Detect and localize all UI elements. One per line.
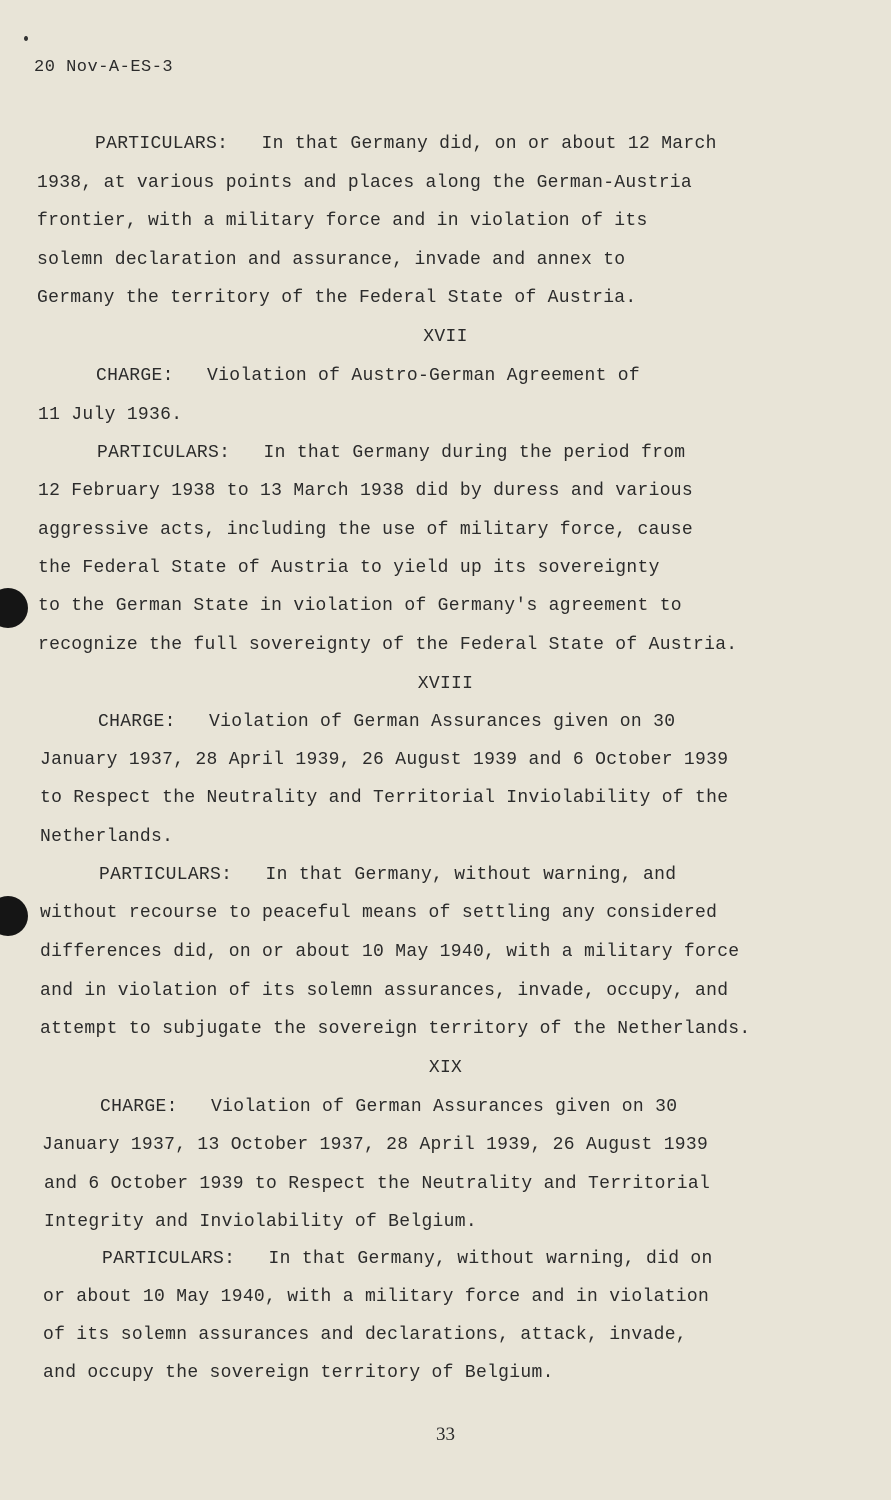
body-line: and occupy the sovereign territory of Belgium. <box>43 1363 554 1383</box>
particulars-line: PARTICULARS: In that Germany, without warning, and <box>99 865 677 885</box>
charge-line: to Respect the Neutrality and Territorial Inviolability of the <box>40 788 729 808</box>
charge-line: Integrity and Inviolability of Belgium. <box>44 1212 477 1232</box>
document-reference: 20 Nov-A-ES-3 <box>34 58 174 77</box>
body-line: differences did, on or about 10 May 1940, with a military force <box>40 942 740 962</box>
body-line: without recourse to peaceful means of settling any considered <box>40 903 718 923</box>
body-line: or about 10 May 1940, with a military force and in violation <box>43 1287 710 1307</box>
body-line: frontier, with a military force and in violation of its <box>37 211 648 231</box>
charge-line: January 1937, 13 October 1937, 28 April 1939, 26 August 1939 <box>42 1135 709 1155</box>
section-numeral: XIX <box>428 1058 463 1078</box>
charge-line: January 1937, 28 April 1939, 26 August 1939 and 6 October 1939 <box>40 750 729 770</box>
charge-line: CHARGE: Violation of German Assurances given on 30 <box>100 1097 678 1117</box>
body-line: to the German State in violation of Germany's agreement to <box>38 596 682 616</box>
particulars-line: PARTICULARS: In that Germany did, on or about 12 March <box>95 134 717 154</box>
body-line: 1938, at various points and places along the German-Austria <box>37 173 693 193</box>
charge-line: CHARGE: Violation of German Assurances given on 30 <box>98 712 676 732</box>
particulars-line: PARTICULARS: In that Germany, without warning, did on <box>102 1249 713 1269</box>
body-line: and in violation of its solemn assurances, invade, occupy, and <box>40 981 729 1001</box>
body-line: 12 February 1938 to 13 March 1938 did by duress and various <box>38 481 694 501</box>
body-line: the Federal State of Austria to yield up its sovereignty <box>38 558 660 578</box>
charge-line: CHARGE: Violation of Austro-German Agreement of <box>96 366 640 386</box>
body-line: of its solemn assurances and declarations, attack, invade, <box>43 1325 687 1345</box>
charge-line: 11 July 1936. <box>38 405 183 425</box>
charge-line: and 6 October 1939 to Respect the Neutrality and Territorial <box>44 1174 711 1194</box>
ink-speck <box>24 36 28 41</box>
body-line: aggressive acts, including the use of military force, cause <box>38 520 694 540</box>
body-line: attempt to subjugate the sovereign territory of the Netherlands. <box>40 1019 751 1039</box>
body-line: recognize the full sovereignty of the Federal State of Austria. <box>38 635 738 655</box>
page-number: 33 <box>436 1424 455 1445</box>
charge-line: Netherlands. <box>40 827 174 847</box>
body-line: solemn declaration and assurance, invade and annex to <box>37 250 626 270</box>
body-line: Germany the territory of the Federal State of Austria. <box>37 288 637 308</box>
section-numeral: XVIII <box>417 674 474 694</box>
section-numeral: XVII <box>423 327 468 347</box>
particulars-line: PARTICULARS: In that Germany during the period from <box>97 443 686 463</box>
